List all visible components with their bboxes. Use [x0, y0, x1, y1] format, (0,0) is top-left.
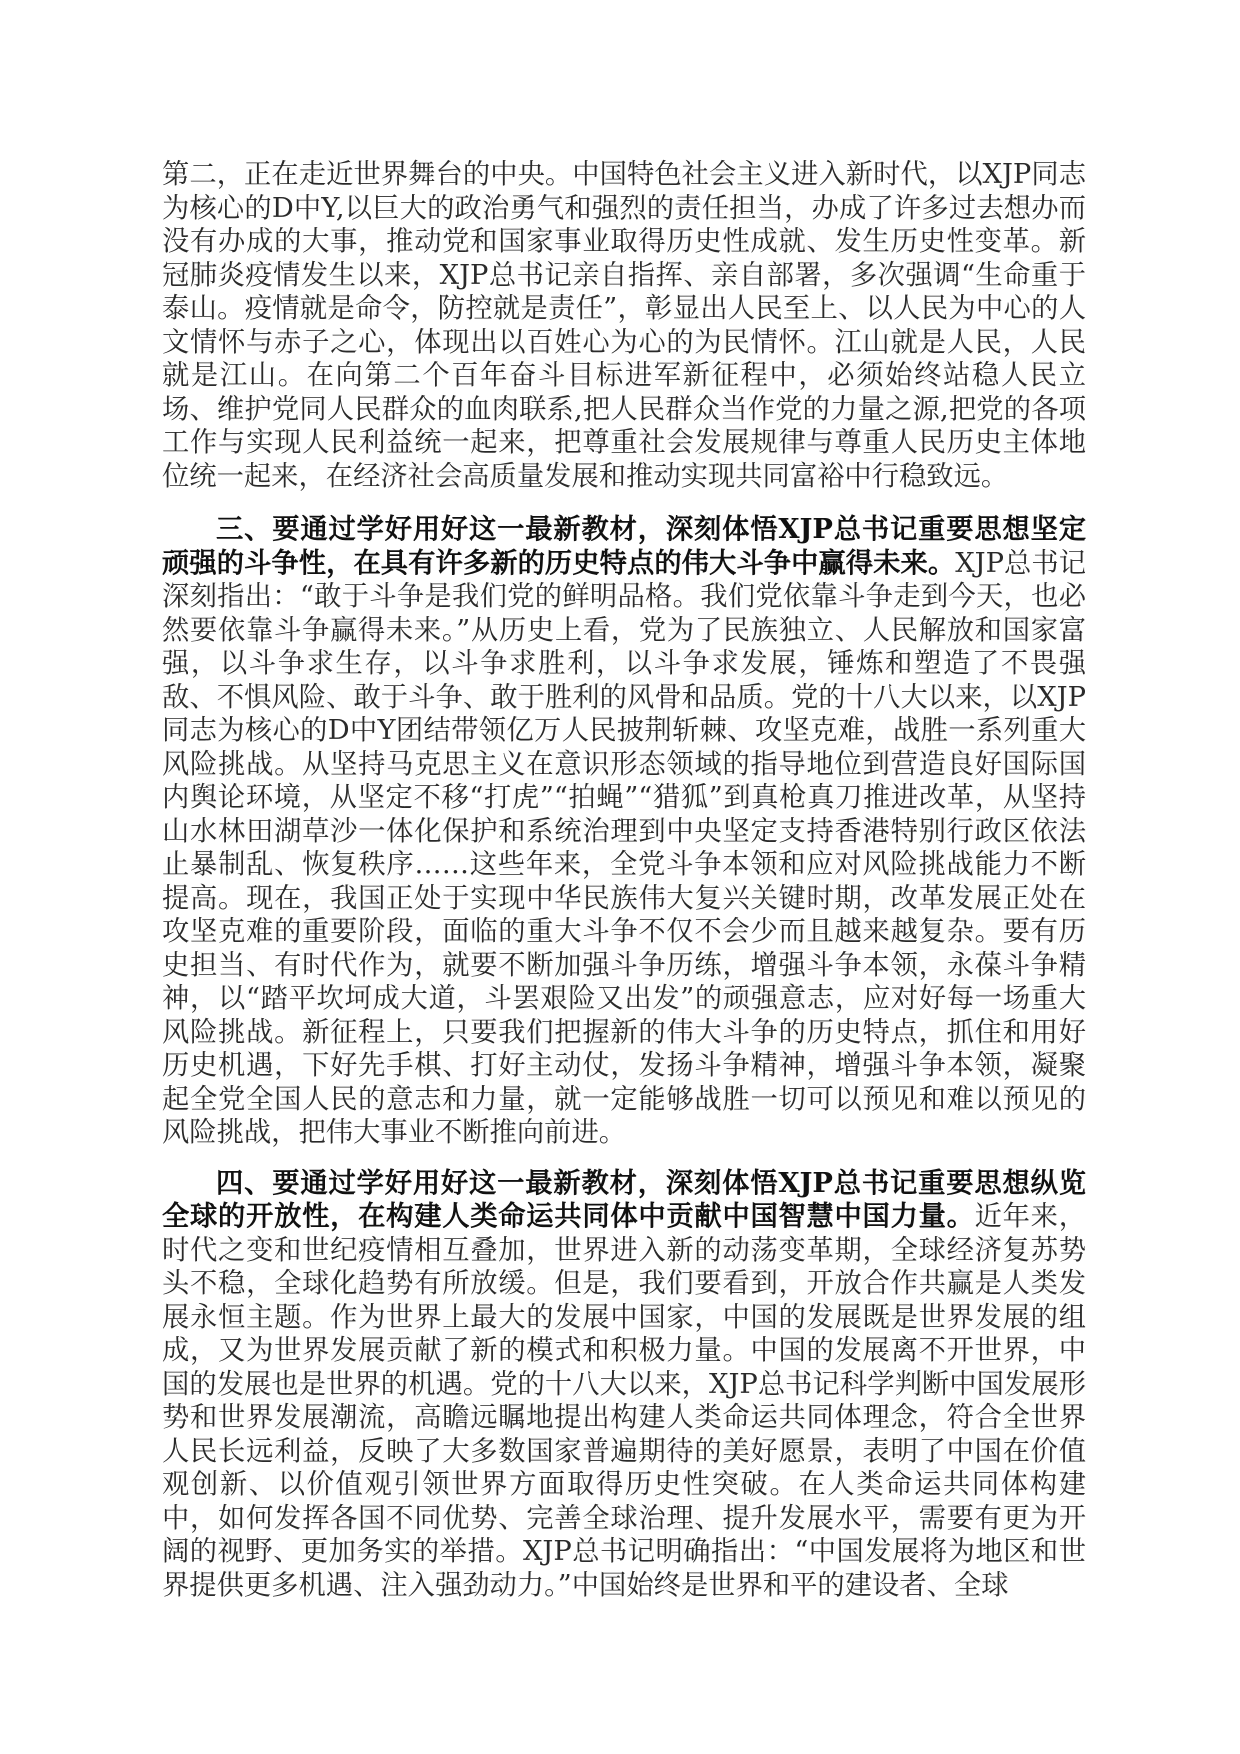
section-four-heading: 四、要通过学好用好这一最新教材，深刻体悟XJP总书记重要思想纵览全球的开放性，在构建人类命运共同体中贡献中国智慧中国力量。 [162, 1166, 1086, 1232]
paragraph-people-centered [162, 158, 1086, 493]
paragraph-section-four [162, 1167, 1086, 1603]
paragraph-section-three [162, 513, 1086, 1150]
paragraph-body: XJP总书记深刻指出：“敢于斗争是我们党的鲜明品格。我们党依靠斗争走到今天，也必然要依靠斗争赢得未来。”从历史上看，党为了民族独立、人民解放和国家富强，以斗争求生存，以斗争求胜利，以斗争求发展，锤炼和塑造了不畏强敌、不惧风险、敢于斗争、敢于胜利的风骨和品质。党的十八大以来，以XJP同志为核心的D中Y团结带领亿万人民披荆斩棘、攻坚克难，战胜一系列重大风险挑战。从坚持马克思主义在意识形态领域的指导地位到营造良好国际国内舆论环境，从坚定不移“打虎”“拍蝇”“猎狐”到真枪真刀推进改革，从坚持山水林田湖草沙一体化保护和系统治理到中央坚定支持香港特别行政区依法止暴制乱、恢复秩序……这些年来，全党斗争本领和应对风险挑战能力不断提高。现在，我国正处于实现中华民族伟大复兴关键时期，改革发展正处在攻坚克难的重要阶段，面临的重大斗争不仅不会少而且越来越复杂。要有历史担当、有时代作为，就要不断加强斗争历练，增强斗争本领，永葆斗争精神，以“踏平坎坷成大道，斗罢艰险又出发”的顽强意志，应对好每一场重大风险挑战。新征程上，只要我们把握新的伟大斗争的历史特点，抓住和用好历史机遇，下好先手棋、打好主动仗，发扬斗争精神，增强斗争本领，凝聚起全党全国人民的意志和力量，就一定能够战胜一切可以预见和难以预见的风险挑战，把伟大事业不断推向前进。 [162, 547, 1087, 1148]
section-three-heading: 三、要通过学好用好这一最新教材，深刻体悟XJP总书记重要思想坚定顽强的斗争性，在具有许多新的历史特点的伟大斗争中赢得未来。 [162, 513, 1086, 579]
paragraph-body: 第二，正在走近世界舞台的中央。中国特色社会主义进入新时代，以XJP同志为核心的D中Y,以巨大的政治勇气和强烈的责任担当，办成了许多过去想办而没有办成的大事，推动党和国家事业取得历史性成就、发生历史性变革。新冠肺炎疫情发生以来，XJP总书记亲自指挥、亲自部署，多次强调“生命重于泰山。疫情就是命令，防控就是责任”，彰显出人民至上、以人民为中心的人文情怀与赤子之心，体现出以百姓心为心的为民情怀。江山就是人民，人民就是江山。在向第二个百年奋斗目标进军新征程中，必须始终站稳人民立场、维护党同人民群众的血肉联系,把人民群众当作党的力量之源,把党的各项工作与实现人民利益统一起来，把尊重社会发展规律与尊重人民历史主体地位统一起来，在经济社会高质量发展和推动实现共同富裕中行稳致远。 [162, 159, 1086, 492]
document-page [162, 158, 1086, 1602]
paragraph-body: 近年来，时代之变和世纪疫情相互叠加，世界进入新的动荡变革期，全球经济复苏势头不稳，全球化趋势有所放缓。但是，我们要看到，开放合作共赢是人类发展永恒主题。作为世界上最大的发展中国家，中国的发展既是世界发展的组成，又为世界发展贡献了新的模式和积极力量。中国的发展离不开世界，中国的发展也是世界的机遇。党的十八大以来，XJP总书记科学判断中国发展形势和世界发展潮流，高瞻远瞩地提出构建人类命运共同体理念，符合全世界人民长远利益，反映了大多数国家普遍期待的美好愿景，表明了中国在价值观创新、以价值观引领世界方面取得历史性突破。在人类命运共同体构建中，如何发挥各国不同优势、完善全球治理、提升发展水平，需要有更为开阔的视野、更加务实的举措。XJP总书记明确指出：“中国发展将为地区和世界提供更多机遇、注入强劲动力。”中国始终是世界和平的建设者、全球 [162, 1201, 1087, 1601]
